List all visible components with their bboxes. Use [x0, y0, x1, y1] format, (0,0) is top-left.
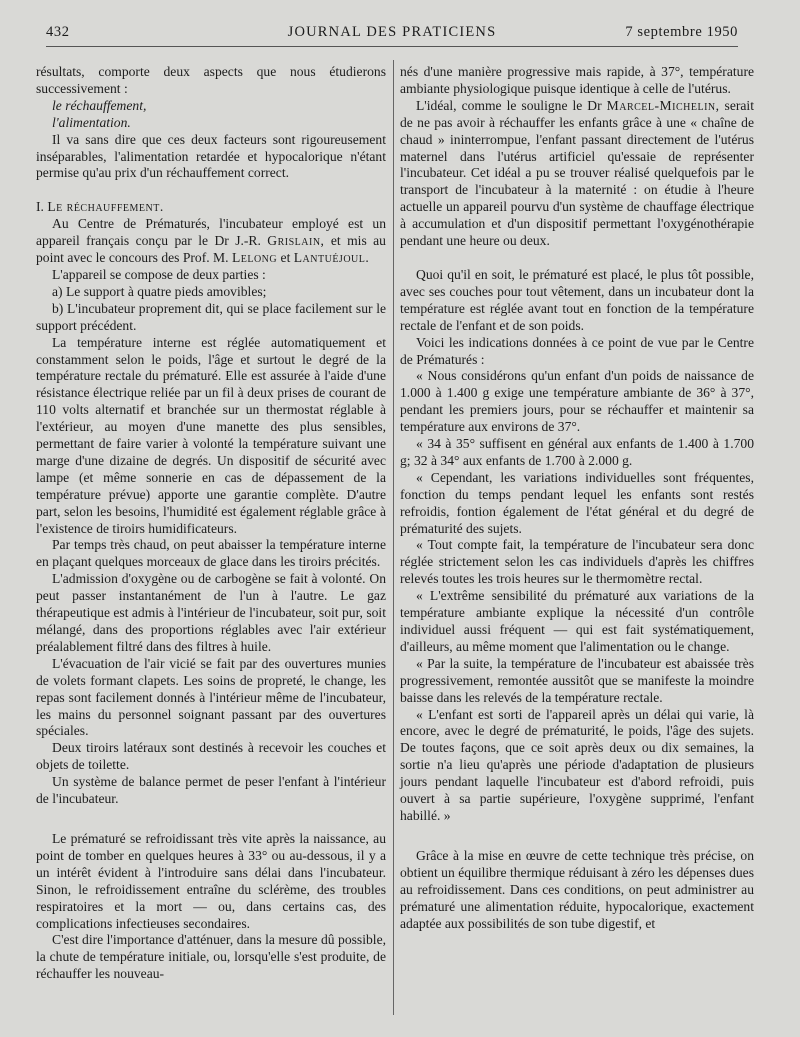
author-name: Lantuéjoul.	[293, 250, 370, 266]
paragraph-incubator-intro: Au Centre de Prématurés, l'incubateur employé est un appareil français conçu par le Dr J.-R. Grislain, et mis au point avec le concours des Prof. M. Lelong et Lantuéjoul.	[36, 216, 386, 266]
paragraph: Voici les indications données à ce point de vue par le Centre de Prématurés :	[400, 334, 754, 367]
quote-paragraph: « L'enfant est sorti de l'appareil après un délai qui varie, là encore, avec le degré de prématurité, le poids, l'âge des sujets. De toutes façons, que ce soit après deux ou dix semaines, la sortie n'a lieu qu'après une période d'adaptation de plusieurs jours pendant laquelle l'incubateur est d'abord refroidi, puis ouvert à sa partie supérieure, l'oxygène supprimé, l'enfant habillé. »	[400, 706, 754, 823]
journal-title: JOURNAL DES PRATICIENS	[287, 24, 497, 40]
author-name: Lelong	[231, 250, 278, 266]
paragraph: Un système de balance permet de peser l'enfant à l'intérieur de l'incubateur.	[36, 774, 386, 807]
author-name: Marcel-Michelin,	[606, 97, 720, 113]
list-item-alimentation: l'alimentation.	[52, 114, 131, 130]
quote-paragraph: « L'extrême sensibilité du prématuré aux variations de la température ambiante explique la nécessité d'un contrôle individuel aussi fréquent — qui est fait systématiquement, d'ailleurs, au même moment que l'alimentation ou le change.	[400, 588, 754, 654]
paragraph: La température interne est réglée automatiquement et constamment selon le poids, l'âge et surtout le degré de la température rectale du prématuré. Elle est assurée à l'aide d'une résistance électrique reliée par un fil à deux prises de courant de 110 volts alternatif et branchée sur un thermostat réglable à l'extérieur, au moyen d'une manette des plus sensibles, permettant de faire varier à volonté la température suivant une marge d'une dizaine de degrés. Un dispositif de sécurité avec lampe (et même sonnerie en cas de dépassement de la température prévue) apporte une garantie complète. D'autre part, selon les besoins, l'humidité est également réglable grâce à l'existence de tiroirs humidificateurs.	[36, 334, 386, 536]
header-rule	[46, 46, 738, 47]
paragraph: résultats, comporte deux aspects que nous étudierons successivement :	[36, 64, 386, 96]
section-number: I.	[36, 199, 44, 215]
paragraph: Le prématuré se refroidissant très vite après la naissance, au point de tomber en quelques heures à 33° ou au-dessous, il y a un intérêt évident à l'introduire sans délai dans l'incubateur. Sinon, le refroidissement entraîne du sclérème, des troubles respiratoires et la mort — ou, dans certains cas, des complications infectieuses secondaires.	[36, 830, 386, 931]
section-title: Le réchauffement.	[47, 199, 164, 215]
column-divider	[393, 60, 394, 1015]
quote-paragraph: « Par la suite, la température de l'incubateur est abaissée très progressivement, remontée aussitôt que se manifeste la moindre baisse dans les relevés de la température rectale.	[400, 655, 754, 705]
paragraph: Quoi qu'il en soit, le prématuré est placé, le plus tôt possible, avec ses couches pour tout vêtement, dans un incubateur dont la température est réglée avant tout en fonction de la température rectale de l'enfant et de son poids.	[400, 266, 754, 333]
paragraph: C'est dire l'importance d'atténuer, dans la mesure dû possible, la chute de température initiale, ou, lorsqu'elle s'est produite, de réchauffer les nouveau-	[36, 932, 386, 982]
page-number: 432	[46, 24, 70, 40]
paragraph: L'évacuation de l'air vicié se fait par des ouvertures munies de volets formant clapets. Les soins de propreté, le change, les repas sont facilement donnés à l'intérieur même de l'incubateur, les mains du personnel soignant passant par des ouvertures spéciales.	[36, 655, 386, 739]
paragraph-ideal: L'idéal, comme le souligne le Dr Marcel-Michelin, serait de ne pas avoir à réchauffer les enfants grâce à une « chaîne de chaud » ininterrompue, l'enfant passant directement de l'utérus maternel dans l'utérus artificiel qu'essaie de représenter l'incubateur. Cet idéal a pu se trouver réalisé quelquefois par le transport de l'incubateur à la maternité : on étudie à l'heure actuelle un appareil pourvu d'un système de chauffage électrique à accumulation et d'un dispositif permettant l'oxygénothérapie pendant une heure ou deux.	[400, 97, 754, 249]
author-name: Grislain,	[267, 233, 325, 249]
paragraph: Grâce à la mise en œuvre de cette technique très précise, on obtient un équilibre thermique réduisant à zéro les dépenses dues au refroidissement. Dans ces conditions, on peut administrer au prématuré une alimentation réduite, hypocalorique, exactement adaptée aux possibilités de son tube digestif, et	[400, 847, 754, 931]
issue-date: 7 septembre 1950	[625, 24, 738, 40]
paragraph: Il va sans dire que ces deux facteurs sont rigoureusement inséparables, l'alimentation retardée et hypocalorique n'étant permise qu'au prix d'un réchauffement correct.	[36, 131, 386, 181]
page-header	[46, 24, 738, 46]
paragraph: Deux tiroirs latéraux sont destinés à recevoir les couches et objets de toilette.	[36, 740, 386, 773]
paragraph: nés d'une manière progressive mais rapide, à 37°, température ambiante physiologique puisque identique à celle de l'utérus.	[400, 64, 754, 96]
right-column	[400, 64, 754, 932]
quote-paragraph: « Tout compte fait, la température de l'incubateur sera donc réglée strictement selon les cas individuels d'après les chiffres relevés toutes les trois heures sur le thermomètre rectal.	[400, 537, 754, 587]
paragraph: L'appareil se compose de deux parties :	[52, 266, 266, 282]
left-column	[36, 64, 386, 983]
list-item-incubateur: b) L'incubateur proprement dit, qui se place facilement sur le support précédent.	[36, 300, 386, 333]
list-item-support: a) Le support à quatre pieds amovibles;	[52, 283, 267, 299]
list-item-rechauffement: le réchauffement,	[52, 97, 147, 113]
section-heading	[36, 199, 386, 216]
quote-paragraph: « 34 à 35° suffisent en général aux enfants de 1.400 à 1.700 g; 32 à 34° aux enfants de 1.700 à 2.000 g.	[400, 436, 754, 468]
quote-paragraph: « Nous considérons qu'un enfant d'un poids de naissance de 1.000 à 1.400 g exige une température ambiante de 36° à 37°, pendant les premiers jours, pour se réchauffer et maintenir sa température aux environs de 37°.	[400, 368, 754, 435]
quote-paragraph: « Cependant, les variations individuelles sont fréquentes, fonction du temps pendant lequel les enfants sont restés refroidis, fontion également de l'état général et du degré de prématurité des sujets.	[400, 469, 754, 536]
paragraph: Par temps très chaud, on peut abaisser la température interne en plaçant quelques morceaux de glace dans les tiroirs précités.	[36, 537, 386, 570]
paragraph: L'admission d'oxygène ou de carbogène se fait à volonté. On peut passer instantanément de l'un à l'autre. Le gaz thérapeutique est admis à l'intérieur de l'incubateur, soit pur, soit mélangé, dans des proportions réglables avec l'air extérieur préalablement filtré dans des filtres à huile.	[36, 571, 386, 654]
